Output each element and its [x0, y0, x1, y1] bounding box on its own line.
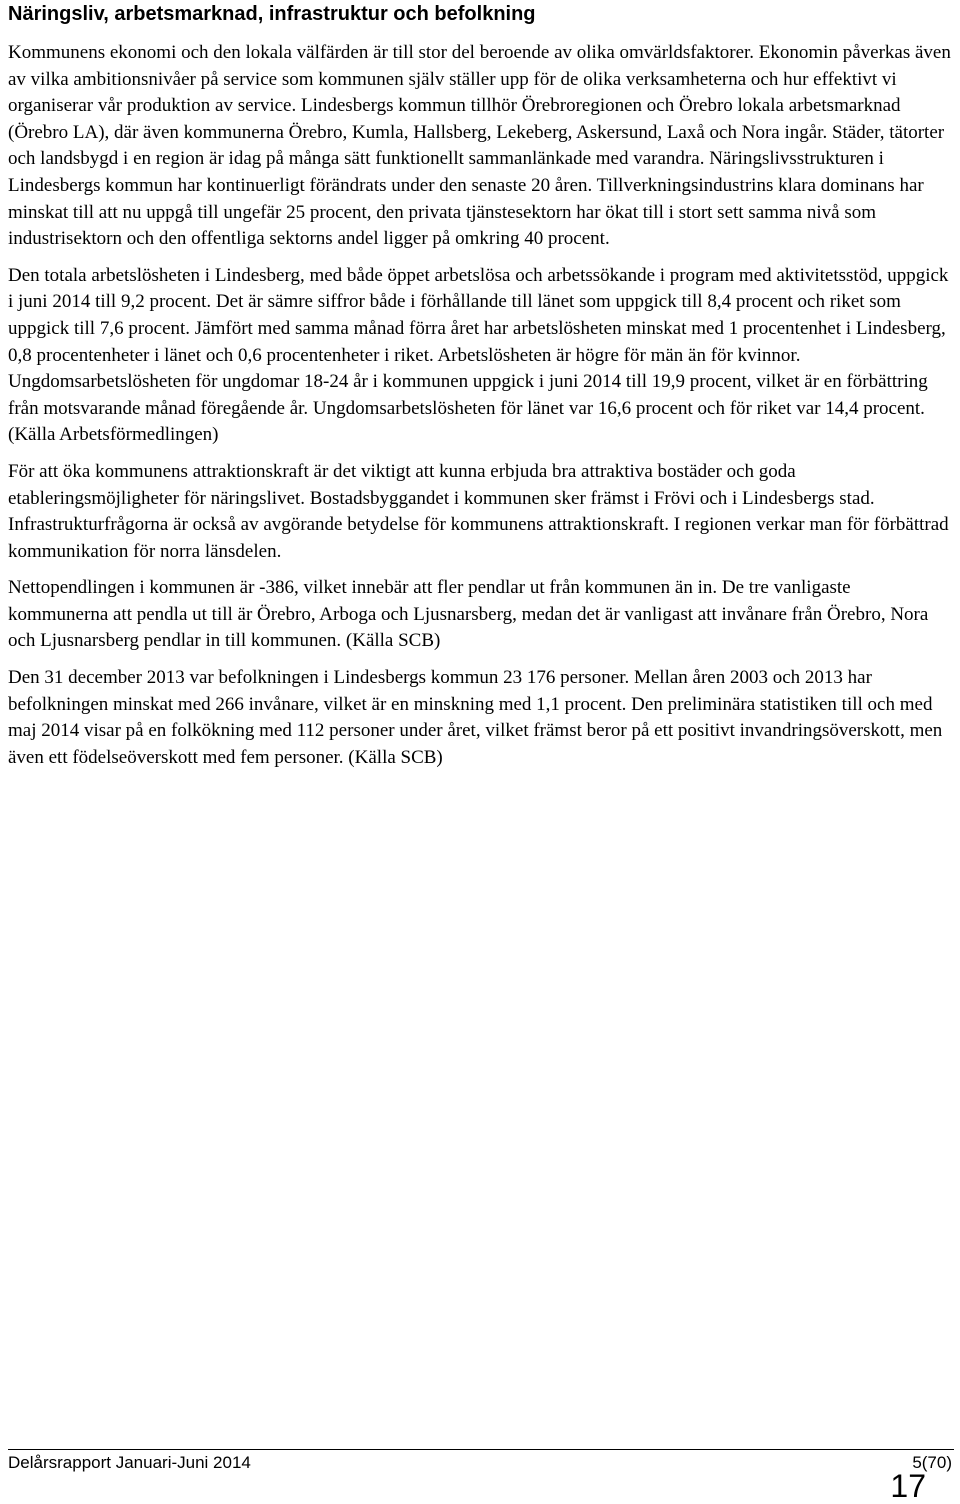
body-text — [8, 40, 952, 781]
paragraph-population: Den 31 december 2013 var befolkningen i Lindesbergs kommun 23 176 personer. Mellan åren 2003 och 2013 har befolkningen minskat med 266 invånare, vilket är en minskning med 1,1 procent. Den preliminära statistiken till och med maj 2014 visar på en folkökning med 112 personer under året, vilket främst beror på ett positivt invandringsöverskott, men även ett födelseöverskott med fem personer. (Källa SCB) — [8, 667, 943, 768]
paragraph-commuting: Nettopendlingen i kommunen är -386, vilket innebär att fler pendlar ut från kommunen än in. De tre vanligaste kommunerna att pendla ut till är Örebro, Arboga och Ljusnarsberg, medan det är vanligast att invånare från Örebro, Nora och Ljusnarsberg pendlar in till kommunen. (Källa SCB) — [8, 577, 929, 652]
section-heading: Näringsliv, arbetsmarknad, infrastruktur och befolkning — [8, 3, 536, 25]
paragraph-unemployment: Den totala arbetslösheten i Lindesberg, med både öppet arbetslösa och arbetssökande i program med aktivitetsstöd, uppgick i juni 2014 till 9,2 procent. Det är sämre siffror både i förhållande till länet som uppgick till 8,4 procent och riket som uppgick till 7,6 procent. Jämfört med samma månad förra året har arbetslösheten minskat med 1 procentenhet i Lindesberg, 0,8 procentenheter i länet och 0,6 procentenheter i riket. Arbetslösheten är högre för män än för kvinnor. Ungdomsarbetslösheten för ungdomar 18-24 år i kommunen uppgick i juni 2014 till 19,9 procent, vilket är en förbättring från motsvarande månad föregående år. Ungdomsarbetslösheten för länet var 16,6 procent och för riket var 14,4 procent. (Källa Arbetsförmedlingen) — [8, 264, 949, 446]
footer-page-of-total: 5(70) — [912, 1453, 952, 1472]
page-number: 17 — [890, 1468, 926, 1504]
footer-divider — [8, 1449, 954, 1450]
footer-report-title: Delårsrapport Januari-Juni 2014 — [8, 1453, 251, 1472]
paragraph-attractiveness: För att öka kommunens attraktionskraft är det viktigt att kunna erbjuda bra attraktiva bostäder och goda etableringsmöjligheter för näringslivet. Bostadsbyggandet i kommunen sker främst i Frövi och i Lindesbergs stad. Infrastrukturfrågorna är också av avgörande betydelse för kommunens attraktionskraft. I regionen verkar man för förbättrad kommunikation för norra länsdelen. — [8, 460, 949, 562]
paragraph-economy: Kommunens ekonomi och den lokala välfärden är till stor del beroende av olika omvärldsfaktorer. Ekonomin påverkas även av vilka ambitionsnivåer på service som kommunen själv ställer upp för de olika verksamheterna och hur effektivt vi organiserar vår produktion av service. Lindesbergs kommun tillhör Örebroregionen och Örebro lokala arbetsmarknad (Örebro LA), där även kommunerna Örebro, Kumla, Hallsberg, Lekeberg, Askersund, Laxå och Nora ingår. Städer, tätorter och landsbygd i en region är idag på många sätt funktionellt sammanlänkade med varandra. Näringslivsstrukturen i Lindesbergs kommun har kontinuerligt förändrats under den senaste 20 åren. Tillverkningsindustrins klara dominans har minskat till att nu uppgå till ungefär 25 procent, den privata tjänstesektorn har ökat till i stort sett samma nivå som industrisektorn och den offentliga sektorns andel ligger på omkring 40 procent. — [8, 42, 951, 250]
